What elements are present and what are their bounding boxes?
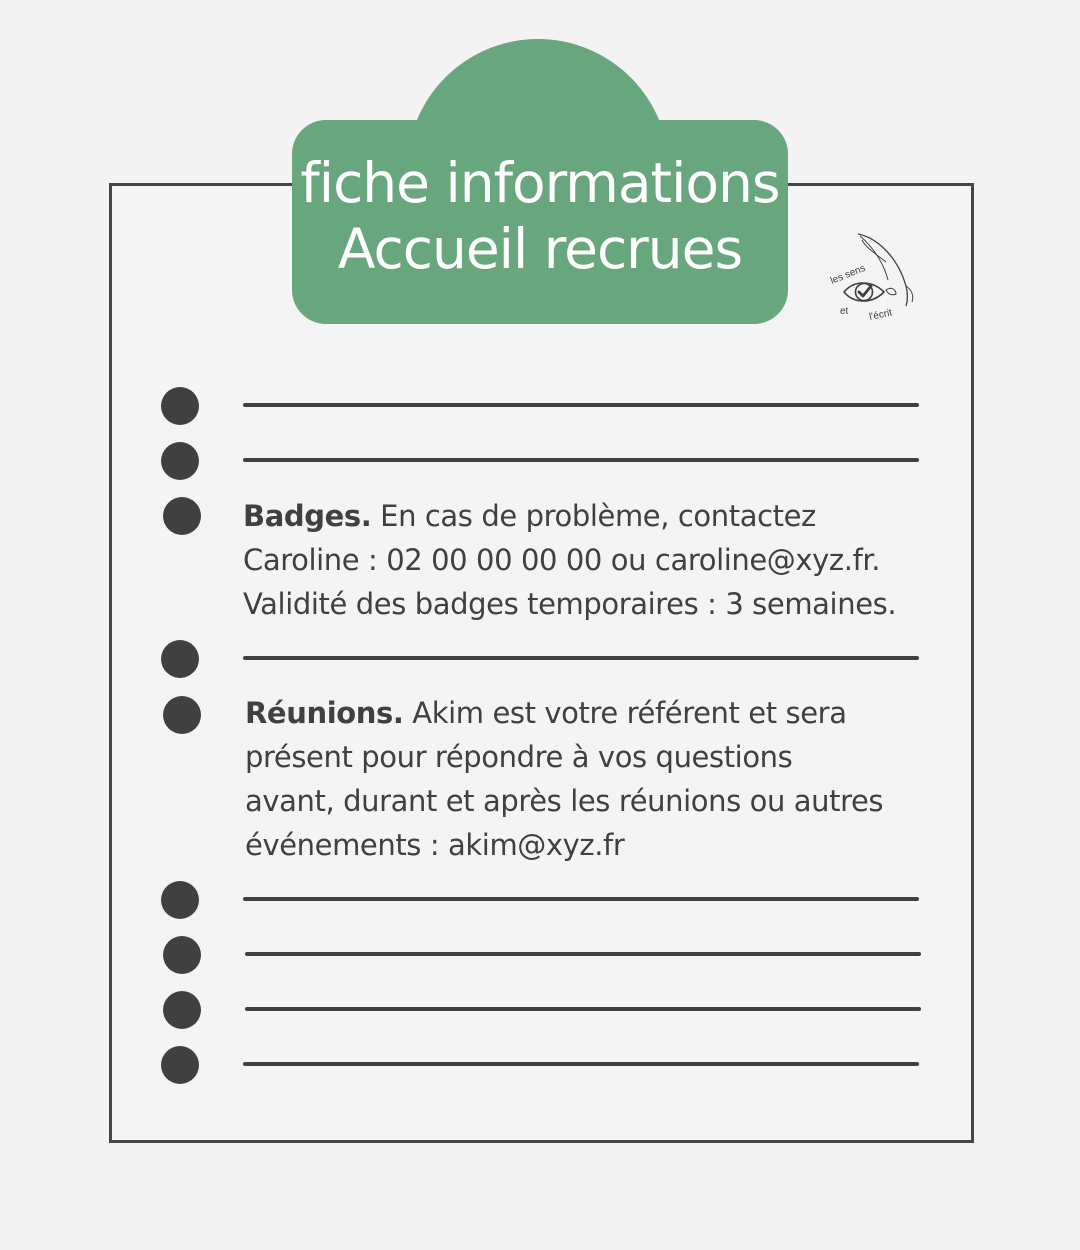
meetings-text-line-4: événements : akim@xyz.fr [245,828,625,862]
blank-writing-line [245,952,921,956]
bullet-dot [161,387,199,425]
blank-writing-line [243,897,919,901]
meetings-heading: Réunions. [245,696,404,730]
blank-writing-line [243,458,919,462]
bullet-dot [161,1046,199,1084]
eye-check-leaf-icon [826,228,918,330]
bullet-dot [161,881,199,919]
les-sens-et-lecrit-logo [826,228,918,330]
badges-heading: Badges. [243,499,372,533]
badges-text-line-3: Validité des badges temporaires : 3 semaines. [243,587,897,621]
title-line-1: fiche informations [300,151,780,215]
meetings-text-line-2: présent pour répondre à vos questions [245,740,793,774]
meetings-paragraph [245,691,883,867]
bullet-dot [163,696,201,734]
blank-writing-line [243,1062,919,1066]
bullet-dot [163,991,201,1029]
logo-text-bottom: l'écrit [868,307,894,323]
bullet-dot [163,497,201,535]
meetings-text-line-3: avant, durant et après les réunions ou autres [245,784,884,818]
badges-text-line-2: Caroline : 02 00 00 00 00 ou caroline@xyz.fr. [243,543,881,577]
bullet-dot [163,936,201,974]
logo-text-middle: et [840,306,849,317]
blank-writing-line [243,403,919,407]
badges-paragraph [243,494,896,626]
badges-text-line-1: En cas de problème, contactez [371,499,816,533]
blank-writing-line [245,1007,921,1011]
bullet-dot [161,442,199,480]
meetings-text-line-1: Akim est votre référent et sera [403,696,847,730]
logo-text-top: les sens [829,262,868,287]
title-line-2: Accueil recrues [337,217,743,281]
blank-writing-line [243,656,919,660]
bullet-dot [161,640,199,678]
